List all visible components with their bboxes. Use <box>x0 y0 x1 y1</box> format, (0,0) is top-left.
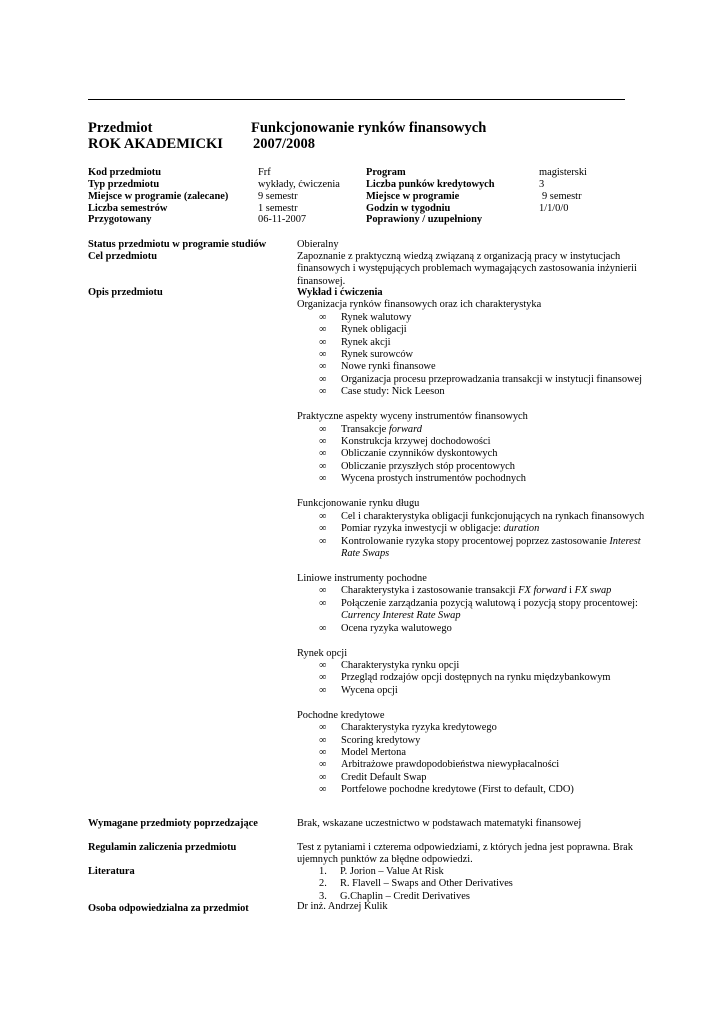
infinity-bullet-icon: ∞ <box>319 510 327 522</box>
prepared-label: Przygotowany <box>88 214 152 225</box>
infinity-bullet-icon: ∞ <box>319 659 327 671</box>
bullet-text <box>341 784 653 796</box>
bullet-item <box>297 784 653 796</box>
bullet-item <box>297 337 653 349</box>
status-value: Obieralny <box>297 239 339 250</box>
goal-line: finansowych i występujących problemach wymagających zastosowania inżynierii <box>297 263 637 275</box>
bullet-emphasis: Interest Rate Swaps <box>341 535 641 559</box>
section-title: Rynek opcji <box>297 647 348 659</box>
bullet-item <box>297 448 653 460</box>
bullet-text-part: Charakterystyka rynku opcji <box>341 659 460 671</box>
weekly-hours-value: 1/1/0/0 <box>539 203 569 214</box>
infinity-bullet-icon: ∞ <box>319 535 327 547</box>
bullet-text-part: Rynek walutowy <box>341 311 412 323</box>
infinity-bullet-icon: ∞ <box>319 523 327 535</box>
goal-line: finansowej. <box>297 275 346 287</box>
infinity-bullet-icon: ∞ <box>319 597 327 609</box>
bullet-item <box>297 349 653 361</box>
bullet-item <box>297 747 653 759</box>
literature-text: P. Jorion – Value At Risk <box>340 866 444 877</box>
academic-year-value: 2007/2008 <box>253 136 316 152</box>
bullet-text-part: Obliczanie czynników dyskontowych <box>341 448 498 460</box>
prepared-value: 06-11-2007 <box>258 214 307 225</box>
bullet-text <box>341 660 653 672</box>
infinity-bullet-icon: ∞ <box>319 349 327 361</box>
infinity-bullet-icon: ∞ <box>319 361 327 373</box>
semesters-value: 1 semestr <box>258 203 298 214</box>
infinity-bullet-icon: ∞ <box>319 473 327 485</box>
bullet-text <box>341 424 653 436</box>
bullet-text <box>341 672 653 684</box>
infinity-bullet-icon: ∞ <box>319 585 327 597</box>
bullet-text-part: Kontrolowanie ryzyka stopy procentowej poprzez zastosowanie <box>341 535 610 547</box>
responsible-value: Dr inż. Andrzej Kulik <box>297 901 388 912</box>
subject-title: Funkcjonowanie rynków finansowych <box>251 120 487 136</box>
bullet-text-part: Credit Default Swap <box>341 771 427 783</box>
infinity-bullet-icon: ∞ <box>319 759 327 771</box>
bullet-text-part: Charakterystyka i zastosowanie transakcji <box>341 585 519 597</box>
bullet-item <box>297 386 653 398</box>
bullet-item <box>297 722 653 734</box>
bullet-text-part: Model Mertona <box>341 746 406 758</box>
bullet-text <box>341 747 653 759</box>
infinity-bullet-icon: ∞ <box>319 684 327 696</box>
bullet-text-part: Case study: Nick Leeson <box>341 386 445 398</box>
bullet-text-part: Ocena ryzyka walutowego <box>341 622 452 634</box>
infinity-bullet-icon: ∞ <box>319 784 327 796</box>
section-title: Organizacja rynków finansowych oraz ich charakterystyka <box>297 299 542 311</box>
program-value: magisterski <box>539 167 587 178</box>
bullet-text-part: Arbitrażowe prawdopodobieństwa niewypłacalności <box>341 759 560 771</box>
literature-list <box>297 866 513 903</box>
bullet-text <box>341 623 653 635</box>
bullet-text <box>341 598 653 623</box>
description-label: Opis przedmiotu <box>88 287 163 298</box>
bullet-text-part: Przegląd rodzajów opcji dostępnych na rynku międzybankowym <box>341 672 611 684</box>
bullet-text <box>341 337 653 349</box>
infinity-bullet-icon: ∞ <box>319 622 327 634</box>
section-title: Liniowe instrumenty pochodne <box>297 572 427 584</box>
bullet-text <box>341 436 653 448</box>
infinity-bullet-icon: ∞ <box>319 448 327 460</box>
bullet-item <box>297 735 653 747</box>
goal-label: Cel przedmiotu <box>88 251 157 262</box>
bullet-item <box>297 623 653 635</box>
literature-text: R. Flavell – Swaps and Other Derivatives <box>340 878 513 890</box>
bullet-text <box>341 312 653 324</box>
bullet-emphasis: duration <box>503 523 540 535</box>
literature-number: 3. <box>319 890 327 902</box>
bullet-text-part: Rynek obligacji <box>341 324 407 336</box>
description-section <box>297 648 653 698</box>
infinity-bullet-icon: ∞ <box>319 722 327 734</box>
bullet-text <box>341 685 653 697</box>
bullet-text <box>341 349 653 361</box>
bullet-text-part: Rynek akcji <box>341 336 391 348</box>
subject-label: Przedmiot <box>88 120 153 136</box>
bullet-text <box>341 536 653 561</box>
bullet-text-part: Pomiar ryzyka inwestycji w obligacje: <box>341 523 504 535</box>
bullet-item <box>297 772 653 784</box>
credit-points-label: Liczba punków kredytowych <box>366 179 495 190</box>
bullet-text <box>341 324 653 336</box>
bullet-text-part: i <box>566 585 575 597</box>
bullet-item <box>297 598 653 623</box>
description-section <box>297 498 653 560</box>
infinity-bullet-icon: ∞ <box>319 324 327 336</box>
bullet-item <box>297 312 653 324</box>
bullet-item <box>297 523 653 535</box>
bullet-text <box>341 735 653 747</box>
bullet-text-part: Transakcje <box>341 423 389 435</box>
bullet-text <box>341 374 653 386</box>
bullet-text <box>341 361 653 373</box>
infinity-bullet-icon: ∞ <box>319 423 327 435</box>
bullet-text <box>341 585 653 597</box>
infinity-bullet-icon: ∞ <box>319 336 327 348</box>
description-heading: Wykład i ćwiczenia <box>297 287 383 298</box>
rules-label: Regulamin zaliczenia przedmiotu <box>88 842 237 853</box>
academic-year-label: ROK AKADEMICKI <box>88 136 223 152</box>
bullet-item <box>297 759 653 771</box>
infinity-bullet-icon: ∞ <box>319 373 327 385</box>
revised-label: Poprawiony / uzupełniony <box>366 214 483 225</box>
bullet-item <box>297 511 653 523</box>
bullet-item <box>297 585 653 597</box>
prerequisites-value: Brak, wskazane uczestnictwo w podstawach matematyki finansowej <box>297 818 582 829</box>
bullet-item <box>297 361 653 373</box>
credit-points-value: 3 <box>539 179 545 190</box>
bullet-item <box>297 672 653 684</box>
bullet-text-part: Połączenie zarządzania pozycją walutową i pozycją stopy procentowej: <box>341 597 638 609</box>
literature-label: Literatura <box>88 866 135 877</box>
bullet-item <box>297 685 653 697</box>
infinity-bullet-icon: ∞ <box>319 386 327 398</box>
section-title: Funkcjonowanie rynku długu <box>297 498 420 510</box>
bullet-item <box>297 324 653 336</box>
bullet-text <box>341 448 653 460</box>
responsible-label: Osoba odpowiedzialna za przedmiot <box>88 903 249 914</box>
infinity-bullet-icon: ∞ <box>319 771 327 783</box>
bullet-item <box>297 424 653 436</box>
literature-number: 1. <box>319 866 327 877</box>
rules-line: Test z pytaniami i czterema odpowiedziami, z których jedna jest poprawna. Brak <box>297 842 633 853</box>
bullet-item <box>297 374 653 386</box>
bullet-text <box>341 772 653 784</box>
bullet-text-part: Portfelowe pochodne kredytowe (First to default, CDO) <box>341 784 574 796</box>
course-code-label: Kod przedmiotu <box>88 167 162 178</box>
prerequisites-label: Wymagane przedmioty poprzedzające <box>88 818 258 829</box>
weekly-hours-label: Godzin w tygodniu <box>366 203 451 214</box>
course-type-value: wykłady, ćwiczenia <box>258 179 340 190</box>
bullet-text <box>341 722 653 734</box>
section-title: Pochodne kredytowe <box>297 709 385 721</box>
recommended-place-value: 9 semestr <box>258 191 298 202</box>
bullet-text-part: Konstrukcja krzywej dochodowości <box>341 436 491 448</box>
bullet-text-part: Organizacja procesu przeprowadzania transakcji w instytucji finansowej <box>341 373 643 385</box>
bullet-text-part: Wycena prostych instrumentów pochodnych <box>341 473 526 485</box>
description-section <box>297 411 653 485</box>
literature-number: 2. <box>319 878 327 890</box>
course-code-value: Frf <box>258 167 271 178</box>
infinity-bullet-icon: ∞ <box>319 311 327 323</box>
bullet-text <box>341 523 653 535</box>
bullet-item <box>297 461 653 473</box>
recommended-place-label: Miejsce w programie (zalecane) <box>88 191 229 202</box>
bullet-text-part: Scoring kredytowy <box>341 734 421 746</box>
rules-line: ujemnych punktów za błędne odpowiedzi. <box>297 854 473 866</box>
course-type-label: Typ przedmiotu <box>88 179 160 190</box>
section-title: Praktyczne aspekty wyceny instrumentów finansowych <box>297 411 528 423</box>
bullet-item <box>297 536 653 561</box>
bullet-text-part: Charakterystyka ryzyka kredytowego <box>341 722 497 734</box>
infinity-bullet-icon: ∞ <box>319 460 327 472</box>
bullet-text <box>341 511 653 523</box>
literature-text: G.Chaplin – Credit Derivatives <box>340 890 470 902</box>
description-content <box>297 287 653 797</box>
literature-item <box>297 878 513 890</box>
program-place-label: Miejsce w programie <box>366 191 460 202</box>
description-sections <box>297 299 653 796</box>
bullet-text-part: Rynek surowców <box>341 349 414 361</box>
program-label: Program <box>366 167 406 178</box>
program-place-value: 9 semestr <box>542 191 582 202</box>
infinity-bullet-icon: ∞ <box>319 672 327 684</box>
bullet-text <box>341 386 653 398</box>
literature-item <box>297 866 513 878</box>
status-label: Status przedmiotu w programie studiów <box>88 239 267 250</box>
semesters-label: Liczba semestrów <box>88 203 168 214</box>
bullet-text-part: Wycena opcji <box>341 684 398 696</box>
infinity-bullet-icon: ∞ <box>319 746 327 758</box>
infinity-bullet-icon: ∞ <box>319 734 327 746</box>
bullet-item <box>297 473 653 485</box>
bullet-emphasis: Currency Interest Rate Swap <box>341 610 461 622</box>
bullet-item <box>297 660 653 672</box>
bullet-emphasis: FX forward <box>518 585 567 597</box>
bullet-item <box>297 436 653 448</box>
infinity-bullet-icon: ∞ <box>319 436 327 448</box>
description-section <box>297 710 653 797</box>
header-rule <box>88 99 625 100</box>
bullet-text-part: Obliczanie przyszłych stóp procentowych <box>341 460 515 472</box>
goal-line: Zapoznanie z praktyczną wiedzą związaną z organizacją pracy w instytucjach <box>297 251 621 262</box>
bullet-text <box>341 461 653 473</box>
bullet-text <box>341 473 653 485</box>
bullet-emphasis: FX swap <box>574 585 612 597</box>
goal-text <box>297 251 637 288</box>
bullet-text <box>341 759 653 771</box>
description-section <box>297 573 653 635</box>
bullet-text-part: Cel i charakterystyka obligacji funkcjonujących na rynkach finansowych <box>341 510 645 522</box>
description-section <box>297 299 653 398</box>
rules-text <box>297 842 633 867</box>
bullet-emphasis: forward <box>388 423 422 435</box>
bullet-text-part: Nowe rynki finansowe <box>341 361 436 373</box>
